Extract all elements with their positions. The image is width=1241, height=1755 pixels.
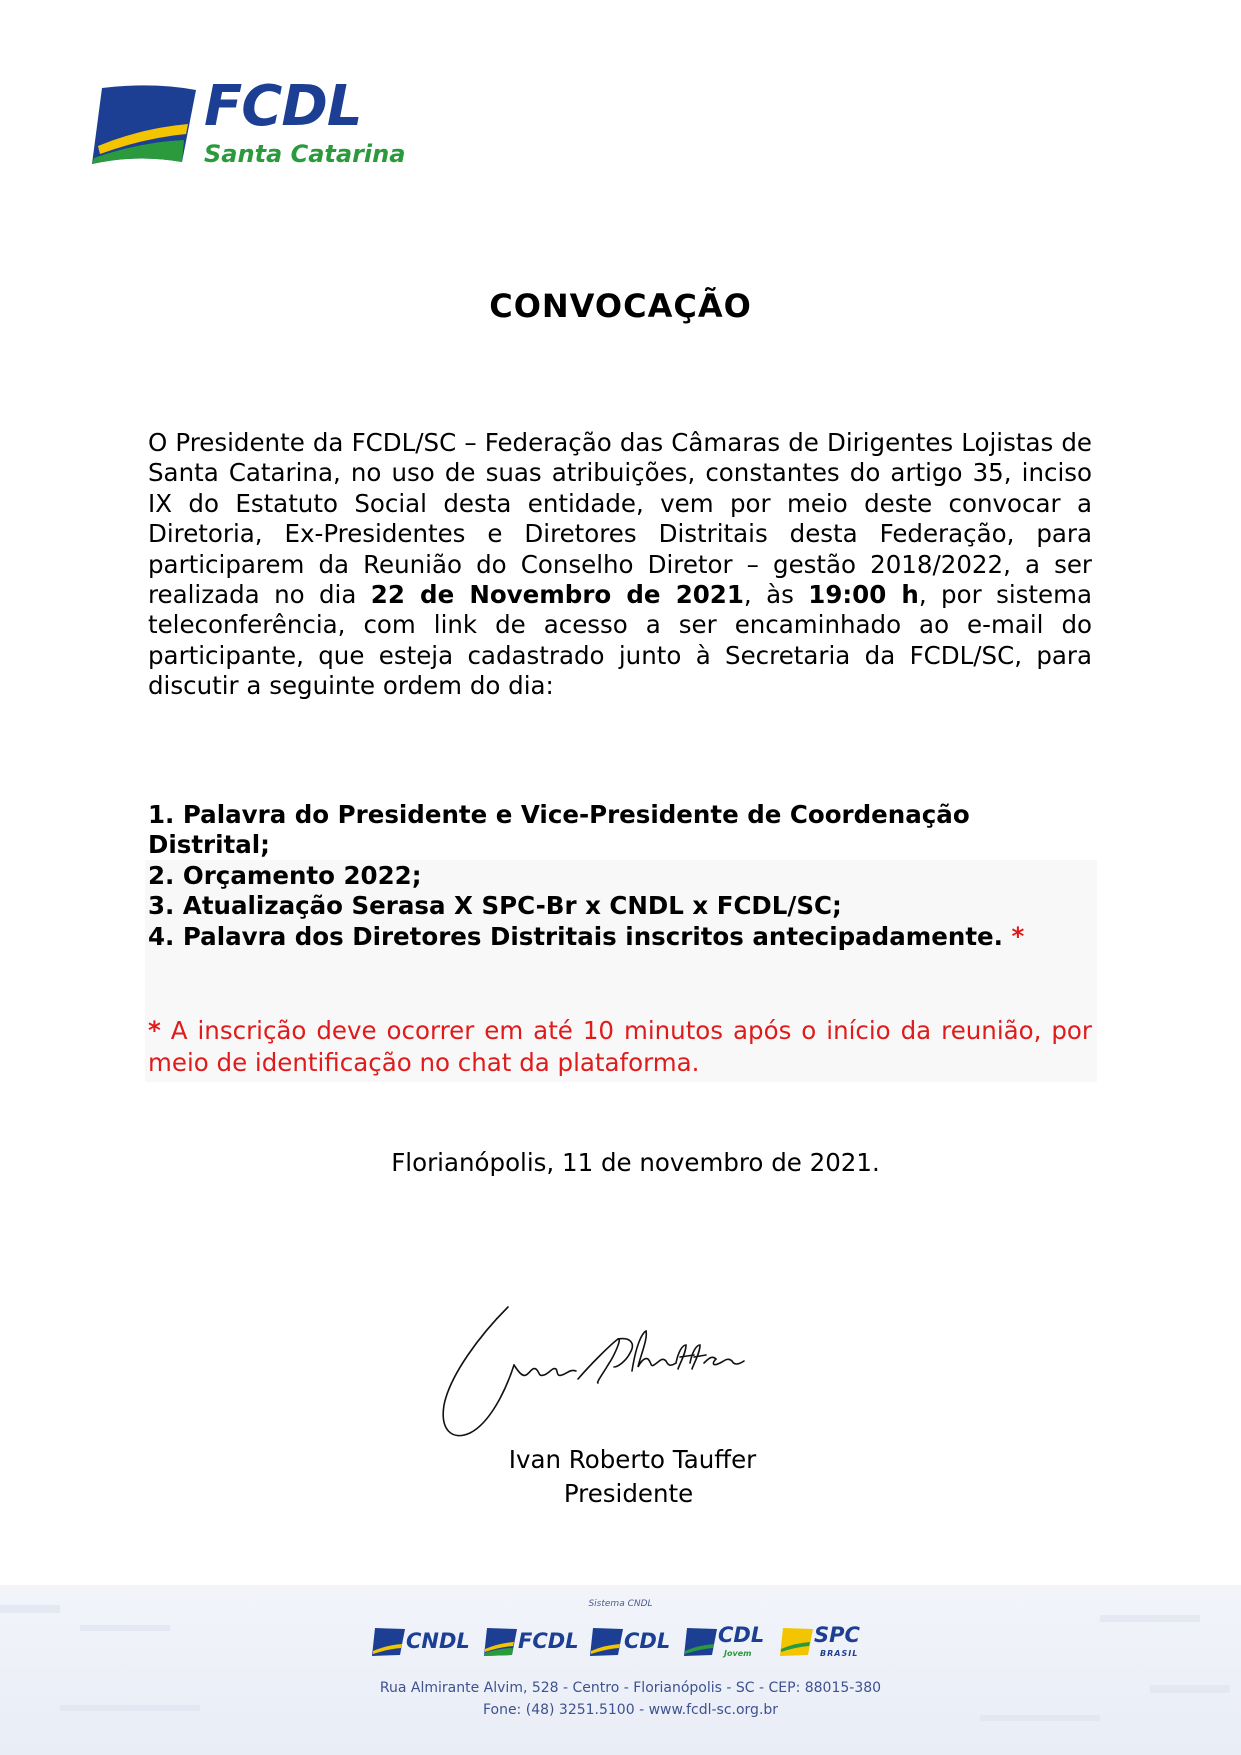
registration-note bbox=[148, 1015, 1092, 1079]
signer-role-text: Presidente bbox=[563, 1479, 694, 1508]
meeting-time: 19:00 h bbox=[808, 580, 919, 610]
signer-name bbox=[0, 1445, 1241, 1474]
footer-contact bbox=[0, 1702, 1241, 1718]
system-label: Sistema CNDL bbox=[588, 1599, 653, 1609]
address-text: Rua Almirante Alvim, 528 - Centro - Florianópolis - SC - CEP: 88015-380 bbox=[379, 1680, 882, 1696]
logo-text: CDL bbox=[718, 1623, 765, 1647]
agenda-list bbox=[148, 800, 1098, 952]
agenda-asterisk: * bbox=[1011, 921, 1025, 951]
logo-subtext: Jovem bbox=[724, 1649, 752, 1658]
logo-subtitle: Santa Catarina bbox=[204, 140, 406, 168]
signer-name-text: Ivan Roberto Tauffer bbox=[508, 1445, 757, 1474]
body-part-3: , por sistema teleconferência, com link de acesso a ser encaminhado ao e-mail do participante, que esteja cadastrado junto à Secretaria da FCDL/SC, para discutir a seguinte ordem do dia: bbox=[148, 580, 1092, 701]
note-asterisk: * bbox=[148, 1016, 161, 1045]
fcdl-flag-icon bbox=[484, 1627, 518, 1657]
cndl-flag-icon bbox=[372, 1627, 406, 1657]
convocation-body bbox=[148, 428, 1092, 702]
body-part-2: , às bbox=[743, 580, 809, 610]
logo-subtext: BRASIL bbox=[820, 1649, 859, 1658]
logo-text: CDL bbox=[624, 1629, 671, 1653]
fcdl-logo bbox=[92, 74, 406, 172]
agenda-item: Distrital; bbox=[148, 830, 270, 860]
logo-text: SPC bbox=[814, 1623, 860, 1647]
logo-title: FCDL bbox=[204, 74, 362, 139]
fcdl-flag-icon bbox=[92, 84, 202, 166]
signer-role bbox=[0, 1479, 1241, 1508]
note-text: A inscrição deve ocorrer em até 10 minutos após o início da reunião, por meio de identificação no chat da plataforma. bbox=[148, 1016, 1092, 1077]
spc-flag-icon bbox=[780, 1627, 814, 1657]
cdl-jovem-flag-icon bbox=[684, 1627, 718, 1657]
agenda-item: 4. Palavra dos Diretores Distritais inscritos antecipadamente. bbox=[148, 921, 1003, 951]
date-line bbox=[0, 1148, 1241, 1177]
logo-text: CNDL bbox=[406, 1629, 470, 1653]
body-part-1: O Presidente da FCDL/SC – Federação das Câmaras de Dirigentes Lojistas de Santa Catarina, no uso de suas atribuições, constantes do artigo 35, inciso IX do Estatuto Social desta entidade, vem por meio deste convocar a Diretoria, Ex-Presidentes e Diretores Distritais desta Federação, para participarem da Reunião do Conselho Diretor – gestão 2018/2022, a ser realizada no dia bbox=[148, 428, 1092, 610]
contact-text: Fone: (48) 3251.5100 - www.fcdl-sc.org.br bbox=[482, 1702, 779, 1718]
agenda-item: 3. Atualização Serasa X SPC-Br x CNDL x FCDL/SC; bbox=[148, 891, 842, 921]
logo-text: FCDL bbox=[518, 1629, 579, 1653]
date-text: Florianópolis, 11 de novembro de 2021. bbox=[391, 1148, 880, 1177]
signature-image bbox=[440, 1305, 800, 1445]
footer-background-pattern bbox=[0, 1585, 1241, 1755]
agenda-item: 2. Orçamento 2022; bbox=[148, 860, 422, 890]
cdl-flag-icon bbox=[590, 1627, 624, 1657]
document-title: CONVOCAÇÃO bbox=[489, 287, 752, 325]
footer-address bbox=[0, 1680, 1241, 1696]
agenda-item: 1. Palavra do Presidente e Vice-Presidente de Coordenação bbox=[148, 800, 970, 829]
meeting-date: 22 de Novembro de 2021 bbox=[370, 580, 744, 610]
footer bbox=[0, 1585, 1241, 1755]
agenda-item-4-row bbox=[148, 922, 1098, 952]
